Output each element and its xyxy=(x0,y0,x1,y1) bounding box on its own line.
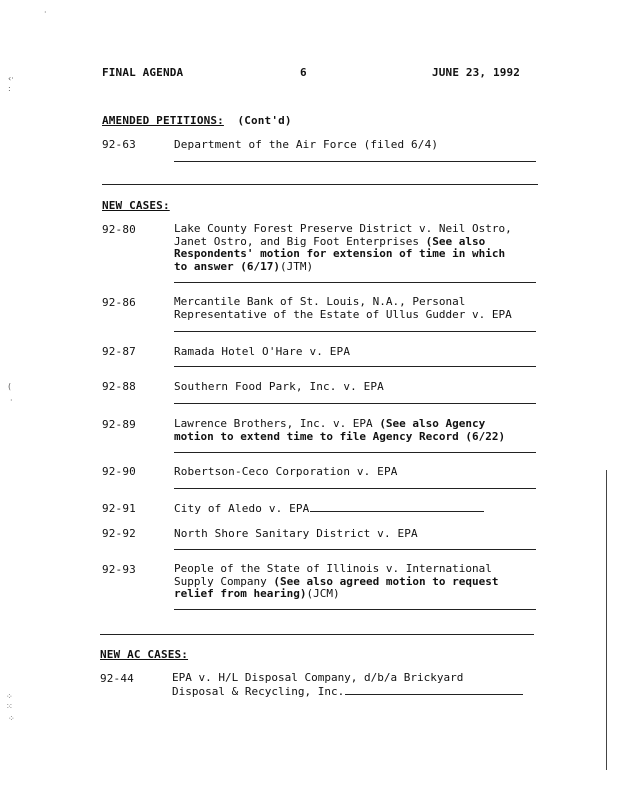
scan-edge-mark xyxy=(606,470,607,770)
case-title-92-63: Department of the Air Force (filed 6/4) xyxy=(174,138,439,151)
case-number-92-93: 92-93 xyxy=(102,563,136,576)
scan-speck: ⁘ xyxy=(8,714,15,723)
scan-speck: : xyxy=(8,84,11,93)
case-number-92-92: 92-92 xyxy=(102,527,136,540)
case-text: Lawrence Brothers, Inc. v. EPA xyxy=(174,417,380,430)
case-initials: (JTM) xyxy=(279,259,314,273)
case-line: People of the State of Illinois v. International xyxy=(174,562,492,575)
case-line xyxy=(174,261,536,274)
section-divider xyxy=(102,184,538,185)
header-date: JUNE 23, 1992 xyxy=(432,66,521,79)
fill-line xyxy=(345,685,523,695)
case-line: EPA v. H/L Disposal Company, d/b/a Brickyard xyxy=(172,671,464,684)
amended-petitions-heading xyxy=(102,114,292,127)
case-note: to answer (6/17) xyxy=(174,259,280,273)
case-number-92-88: 92-88 xyxy=(102,380,136,393)
case-line: Mercantile Bank of St. Louis, N.A., Personal xyxy=(174,295,466,308)
divider xyxy=(174,609,536,610)
case-note: (See also xyxy=(425,234,486,248)
case-number-92-63: 92-63 xyxy=(102,138,136,151)
case-line: Representative of the Estate of Ullus Gudder v. EPA xyxy=(174,307,512,321)
case-text: Disposal & Recycling, Inc. xyxy=(172,684,345,698)
case-title-92-80 xyxy=(174,223,536,273)
case-title-92-91 xyxy=(174,502,484,515)
case-number-92-87: 92-87 xyxy=(102,345,136,358)
case-note: motion to extend time to file Agency Record (6/22) xyxy=(174,429,506,443)
case-note: (See also Agency xyxy=(379,417,486,430)
case-note: Respondents' motion for extension of time in which xyxy=(174,247,506,261)
section-divider xyxy=(100,634,534,635)
case-number-92-86: 92-86 xyxy=(102,296,136,309)
scan-speck: ⁘ xyxy=(6,692,13,701)
scan-speck: ‹· xyxy=(8,74,14,83)
fill-line xyxy=(310,502,484,512)
scan-speck: ( xyxy=(8,382,12,391)
case-title-92-89 xyxy=(174,418,536,443)
divider xyxy=(174,331,536,332)
new-cases-heading: NEW CASES: xyxy=(102,199,170,212)
scan-speck: · xyxy=(10,396,13,405)
header-title: FINAL AGENDA xyxy=(102,66,184,79)
case-number-92-91: 92-91 xyxy=(102,502,136,515)
page-number: 6 xyxy=(300,66,307,79)
case-note: relief from hearing) xyxy=(174,587,307,601)
amended-cont: (Cont'd) xyxy=(237,114,292,127)
divider xyxy=(174,282,536,283)
scan-speck: ⁙ xyxy=(6,702,13,711)
case-text: Janet Ostro, and Big Foot Enterprises xyxy=(174,234,426,248)
case-number-92-89: 92-89 xyxy=(102,418,136,431)
case-title-92-92: North Shore Sanitary District v. EPA xyxy=(174,527,418,540)
case-title-92-90: Robertson-Ceco Corporation v. EPA xyxy=(174,465,398,478)
case-line: Lake County Forest Preserve District v. Neil Ostro, xyxy=(174,222,512,235)
case-title-92-44 xyxy=(172,672,534,698)
case-title-92-88: Southern Food Park, Inc. v. EPA xyxy=(174,380,384,393)
divider xyxy=(174,488,536,489)
case-number-92-80: 92-80 xyxy=(102,223,136,236)
case-title-92-86 xyxy=(174,296,536,321)
case-number-92-90: 92-90 xyxy=(102,465,136,478)
case-initials: (JCM) xyxy=(306,587,340,601)
divider xyxy=(174,366,536,367)
case-title-92-93 xyxy=(174,563,536,601)
amended-heading-label: AMENDED PETITIONS: xyxy=(102,114,224,127)
divider xyxy=(174,452,536,453)
case-number-92-44: 92-44 xyxy=(100,672,134,685)
scan-speck: · xyxy=(44,8,47,17)
divider xyxy=(174,403,536,404)
case-title-92-87: Ramada Hotel O'Hare v. EPA xyxy=(174,345,351,358)
new-ac-cases-heading: NEW AC CASES: xyxy=(100,648,189,661)
case-line xyxy=(174,418,536,431)
case-line xyxy=(174,588,536,601)
case-note: (See also agreed motion to request xyxy=(273,574,499,588)
divider xyxy=(174,549,536,550)
case-text: City of Aledo v. EPA xyxy=(174,502,310,515)
case-line xyxy=(172,685,534,699)
case-text: Supply Company xyxy=(174,574,274,588)
divider xyxy=(174,161,536,162)
